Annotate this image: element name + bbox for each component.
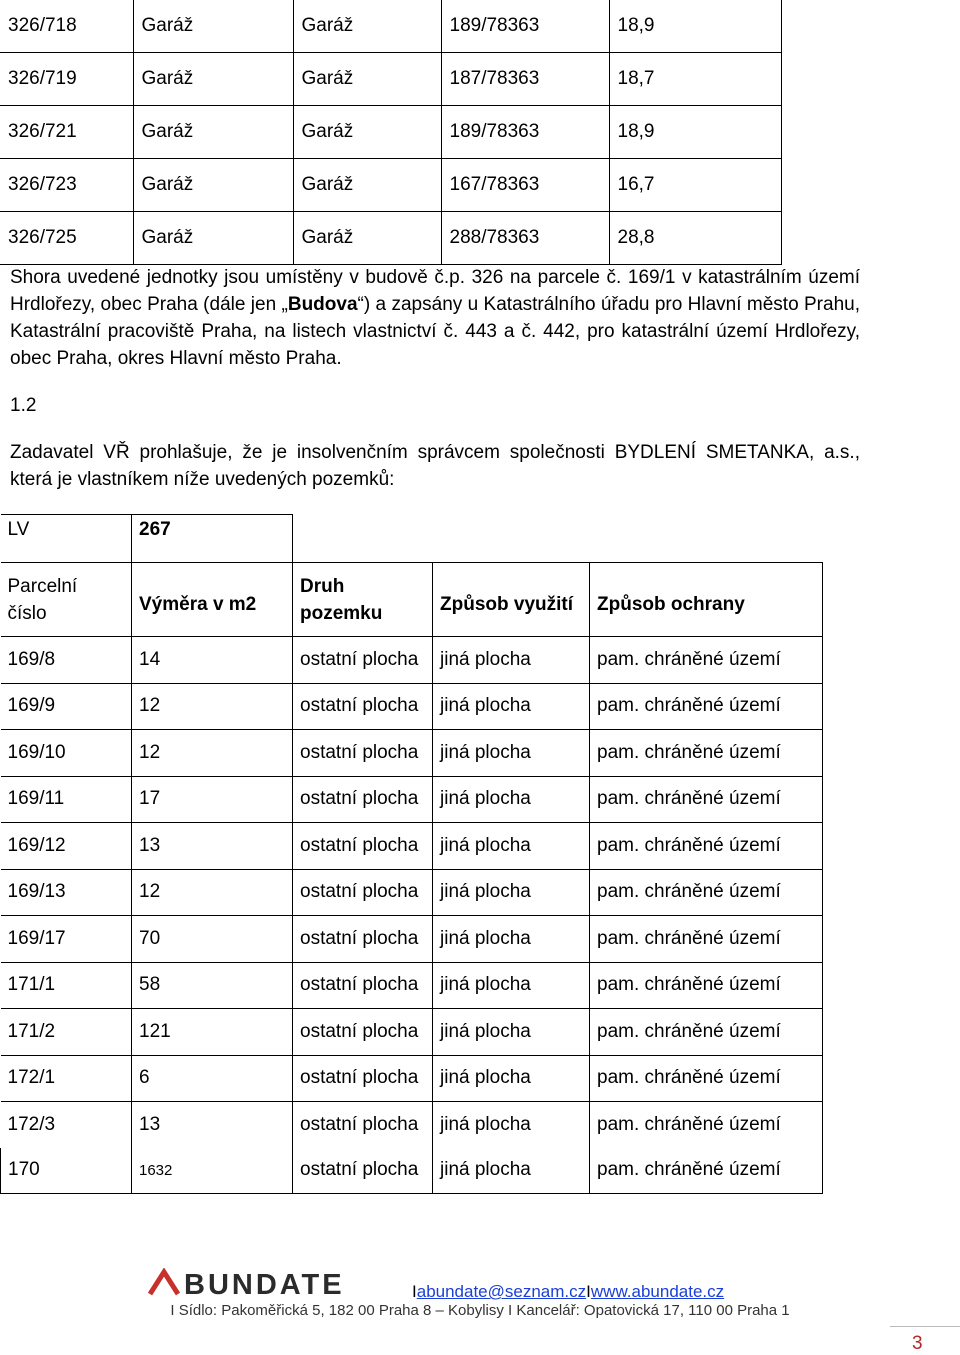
table-cell: Garáž bbox=[133, 0, 293, 53]
table-cell: 189/78363 bbox=[441, 106, 609, 159]
parcel-number: 169/8 bbox=[1, 637, 132, 684]
parcel-number: 172/1 bbox=[1, 1055, 132, 1102]
table-cell: Garáž bbox=[293, 106, 441, 159]
land-type: ostatní plocha bbox=[293, 823, 433, 870]
separator: I bbox=[586, 1282, 591, 1301]
usage: jiná plocha bbox=[433, 1055, 590, 1102]
header-area: Výměra v m2 bbox=[132, 563, 293, 637]
parcel-number: 169/9 bbox=[1, 683, 132, 730]
header-protection: Způsob ochrany bbox=[590, 563, 823, 637]
building-paragraph bbox=[10, 264, 860, 372]
land-type: ostatní plocha bbox=[293, 1055, 433, 1102]
parcel-number: 170 bbox=[1, 1148, 132, 1194]
parcel-number: 169/12 bbox=[1, 823, 132, 870]
protection: pam. chráněné území bbox=[590, 1055, 823, 1102]
paragraph-bold-term: Budova bbox=[287, 294, 358, 315]
table-row bbox=[1, 683, 823, 730]
protection: pam. chráněné území bbox=[590, 1009, 823, 1056]
table-row bbox=[0, 106, 781, 159]
table-cell: 326/721 bbox=[0, 106, 133, 159]
table-row bbox=[0, 0, 781, 53]
table-cell: Garáž bbox=[133, 212, 293, 265]
usage: jiná plocha bbox=[433, 823, 590, 870]
parcel-number: 169/10 bbox=[1, 730, 132, 777]
header-parcel-number bbox=[1, 563, 132, 637]
units-table bbox=[0, 0, 782, 265]
table-cell: 16,7 bbox=[609, 159, 781, 212]
land-type: ostatní plocha bbox=[293, 1102, 433, 1148]
usage: jiná plocha bbox=[433, 730, 590, 777]
usage: jiná plocha bbox=[433, 869, 590, 916]
usage: jiná plocha bbox=[433, 916, 590, 963]
area: 58 bbox=[132, 962, 293, 1009]
lv-value: 267 bbox=[132, 515, 293, 563]
table-cell: 326/723 bbox=[0, 159, 133, 212]
table-row bbox=[1, 1102, 823, 1148]
table-row bbox=[1, 1055, 823, 1102]
header-row bbox=[1, 563, 823, 637]
protection: pam. chráněné území bbox=[590, 916, 823, 963]
parcel-number: 169/17 bbox=[1, 916, 132, 963]
area: 1632 bbox=[132, 1148, 293, 1194]
land-table bbox=[0, 514, 823, 1194]
table-row bbox=[1, 776, 823, 823]
parcel-number: 169/13 bbox=[1, 869, 132, 916]
parcel-number: 172/3 bbox=[1, 1102, 132, 1148]
table-cell: Garáž bbox=[293, 159, 441, 212]
parcel-number: 171/2 bbox=[1, 1009, 132, 1056]
separator: I bbox=[412, 1282, 417, 1301]
table-cell: 326/725 bbox=[0, 212, 133, 265]
empty-cell bbox=[293, 515, 823, 563]
protection: pam. chráněné území bbox=[590, 1148, 823, 1194]
area: 6 bbox=[132, 1055, 293, 1102]
table-row bbox=[1, 823, 823, 870]
paragraph-text: “) a zapsány u Katastrálního úřadu pro Hlavní město Prahu, Katastrální pracoviště Praha, na listech vlastnictví č. 443 a č. 442, pro katastrální území Hrdlořezy, obec Praha, okres Hlavní město Praha. bbox=[10, 294, 860, 369]
protection: pam. chráněné území bbox=[590, 683, 823, 730]
page-number-rule bbox=[890, 1326, 960, 1327]
declaration-paragraph: Zadavatel VŘ prohlašuje, že je insolvenčním správcem společnosti BYDLENÍ SMETANKA, a.s., která je vlastníkem níže uvedených pozemků: bbox=[10, 442, 860, 490]
area: 12 bbox=[132, 869, 293, 916]
table-cell: Garáž bbox=[133, 159, 293, 212]
table-cell: 189/78363 bbox=[441, 0, 609, 53]
lv-label: LV bbox=[1, 515, 132, 563]
table-row bbox=[1, 916, 823, 963]
land-type: ostatní plocha bbox=[293, 962, 433, 1009]
area: 13 bbox=[132, 823, 293, 870]
usage: jiná plocha bbox=[433, 1009, 590, 1056]
usage: jiná plocha bbox=[433, 683, 590, 730]
area: 12 bbox=[132, 683, 293, 730]
table-cell: Garáž bbox=[293, 212, 441, 265]
usage: jiná plocha bbox=[433, 1102, 590, 1148]
table-cell: Garáž bbox=[293, 53, 441, 106]
protection: pam. chráněné území bbox=[590, 823, 823, 870]
land-type: ostatní plocha bbox=[293, 916, 433, 963]
area: 70 bbox=[132, 916, 293, 963]
table-row bbox=[1, 1009, 823, 1056]
usage: jiná plocha bbox=[433, 776, 590, 823]
table-row bbox=[0, 159, 781, 212]
table-cell: 288/78363 bbox=[441, 212, 609, 265]
logo-text: BUNDATE bbox=[184, 1269, 345, 1298]
table-row bbox=[1, 1148, 823, 1194]
header-text: Parcelní číslo bbox=[7, 575, 78, 624]
land-type: ostatní plocha bbox=[293, 1009, 433, 1056]
usage: jiná plocha bbox=[433, 962, 590, 1009]
section-number: 1.2 bbox=[10, 395, 37, 416]
protection: pam. chráněné území bbox=[590, 637, 823, 684]
header-text: Druh pozemku bbox=[300, 575, 383, 624]
area: 12 bbox=[132, 730, 293, 777]
protection: pam. chráněné území bbox=[590, 962, 823, 1009]
area: 13 bbox=[132, 1102, 293, 1148]
protection: pam. chráněné území bbox=[590, 1102, 823, 1148]
table-cell: 167/78363 bbox=[441, 159, 609, 212]
page-number: 3 bbox=[912, 1333, 923, 1354]
table-row bbox=[1, 962, 823, 1009]
protection: pam. chráněné území bbox=[590, 730, 823, 777]
land-type: ostatní plocha bbox=[293, 1148, 433, 1194]
protection: pam. chráněné území bbox=[590, 869, 823, 916]
header-land-type bbox=[293, 563, 433, 637]
table-cell: Garáž bbox=[293, 0, 441, 53]
footer-brand-line bbox=[148, 1268, 725, 1304]
parcel-number: 169/11 bbox=[1, 776, 132, 823]
lv-row bbox=[1, 515, 823, 563]
area: 121 bbox=[132, 1009, 293, 1056]
table-cell: 187/78363 bbox=[441, 53, 609, 106]
header-usage: Způsob využití bbox=[433, 563, 590, 637]
paragraph-text: Shora uvedené jednotky jsou umístěny v budově č.p. 326 na parcele č. 169/1 v katastrálním území Hrdlořezy, obec Praha (dále jen „ bbox=[10, 267, 860, 315]
table-cell: Garáž bbox=[133, 106, 293, 159]
footer-contacts bbox=[412, 1282, 724, 1302]
table-row bbox=[1, 730, 823, 777]
land-type: ostatní plocha bbox=[293, 637, 433, 684]
area: 14 bbox=[132, 637, 293, 684]
table-cell: 18,9 bbox=[609, 106, 781, 159]
abundate-logo bbox=[148, 1268, 418, 1298]
table-row bbox=[0, 212, 781, 265]
usage: jiná plocha bbox=[433, 1148, 590, 1194]
usage: jiná plocha bbox=[433, 637, 590, 684]
table-cell: 18,7 bbox=[609, 53, 781, 106]
table-cell: Garáž bbox=[133, 53, 293, 106]
land-type: ostatní plocha bbox=[293, 776, 433, 823]
table-cell: 326/719 bbox=[0, 53, 133, 106]
table-cell: 28,8 bbox=[609, 212, 781, 265]
land-type: ostatní plocha bbox=[293, 730, 433, 777]
parcel-number: 171/1 bbox=[1, 962, 132, 1009]
email-link[interactable]: abundate@seznam.cz bbox=[416, 1282, 587, 1301]
web-link[interactable]: www.abundate.cz bbox=[590, 1282, 725, 1301]
land-type: ostatní plocha bbox=[293, 869, 433, 916]
table-row bbox=[1, 869, 823, 916]
table-cell: 326/718 bbox=[0, 0, 133, 53]
table-row bbox=[1, 637, 823, 684]
table-cell: 18,9 bbox=[609, 0, 781, 53]
footer-address: I Sídlo: Pakoměřická 5, 182 00 Praha 8 – Kobylisy I Kancelář: Opatovická 17, 110 00 Praha 1 bbox=[170, 1302, 790, 1319]
area: 17 bbox=[132, 776, 293, 823]
protection: pam. chráněné území bbox=[590, 776, 823, 823]
land-type: ostatní plocha bbox=[293, 683, 433, 730]
table-row bbox=[0, 53, 781, 106]
